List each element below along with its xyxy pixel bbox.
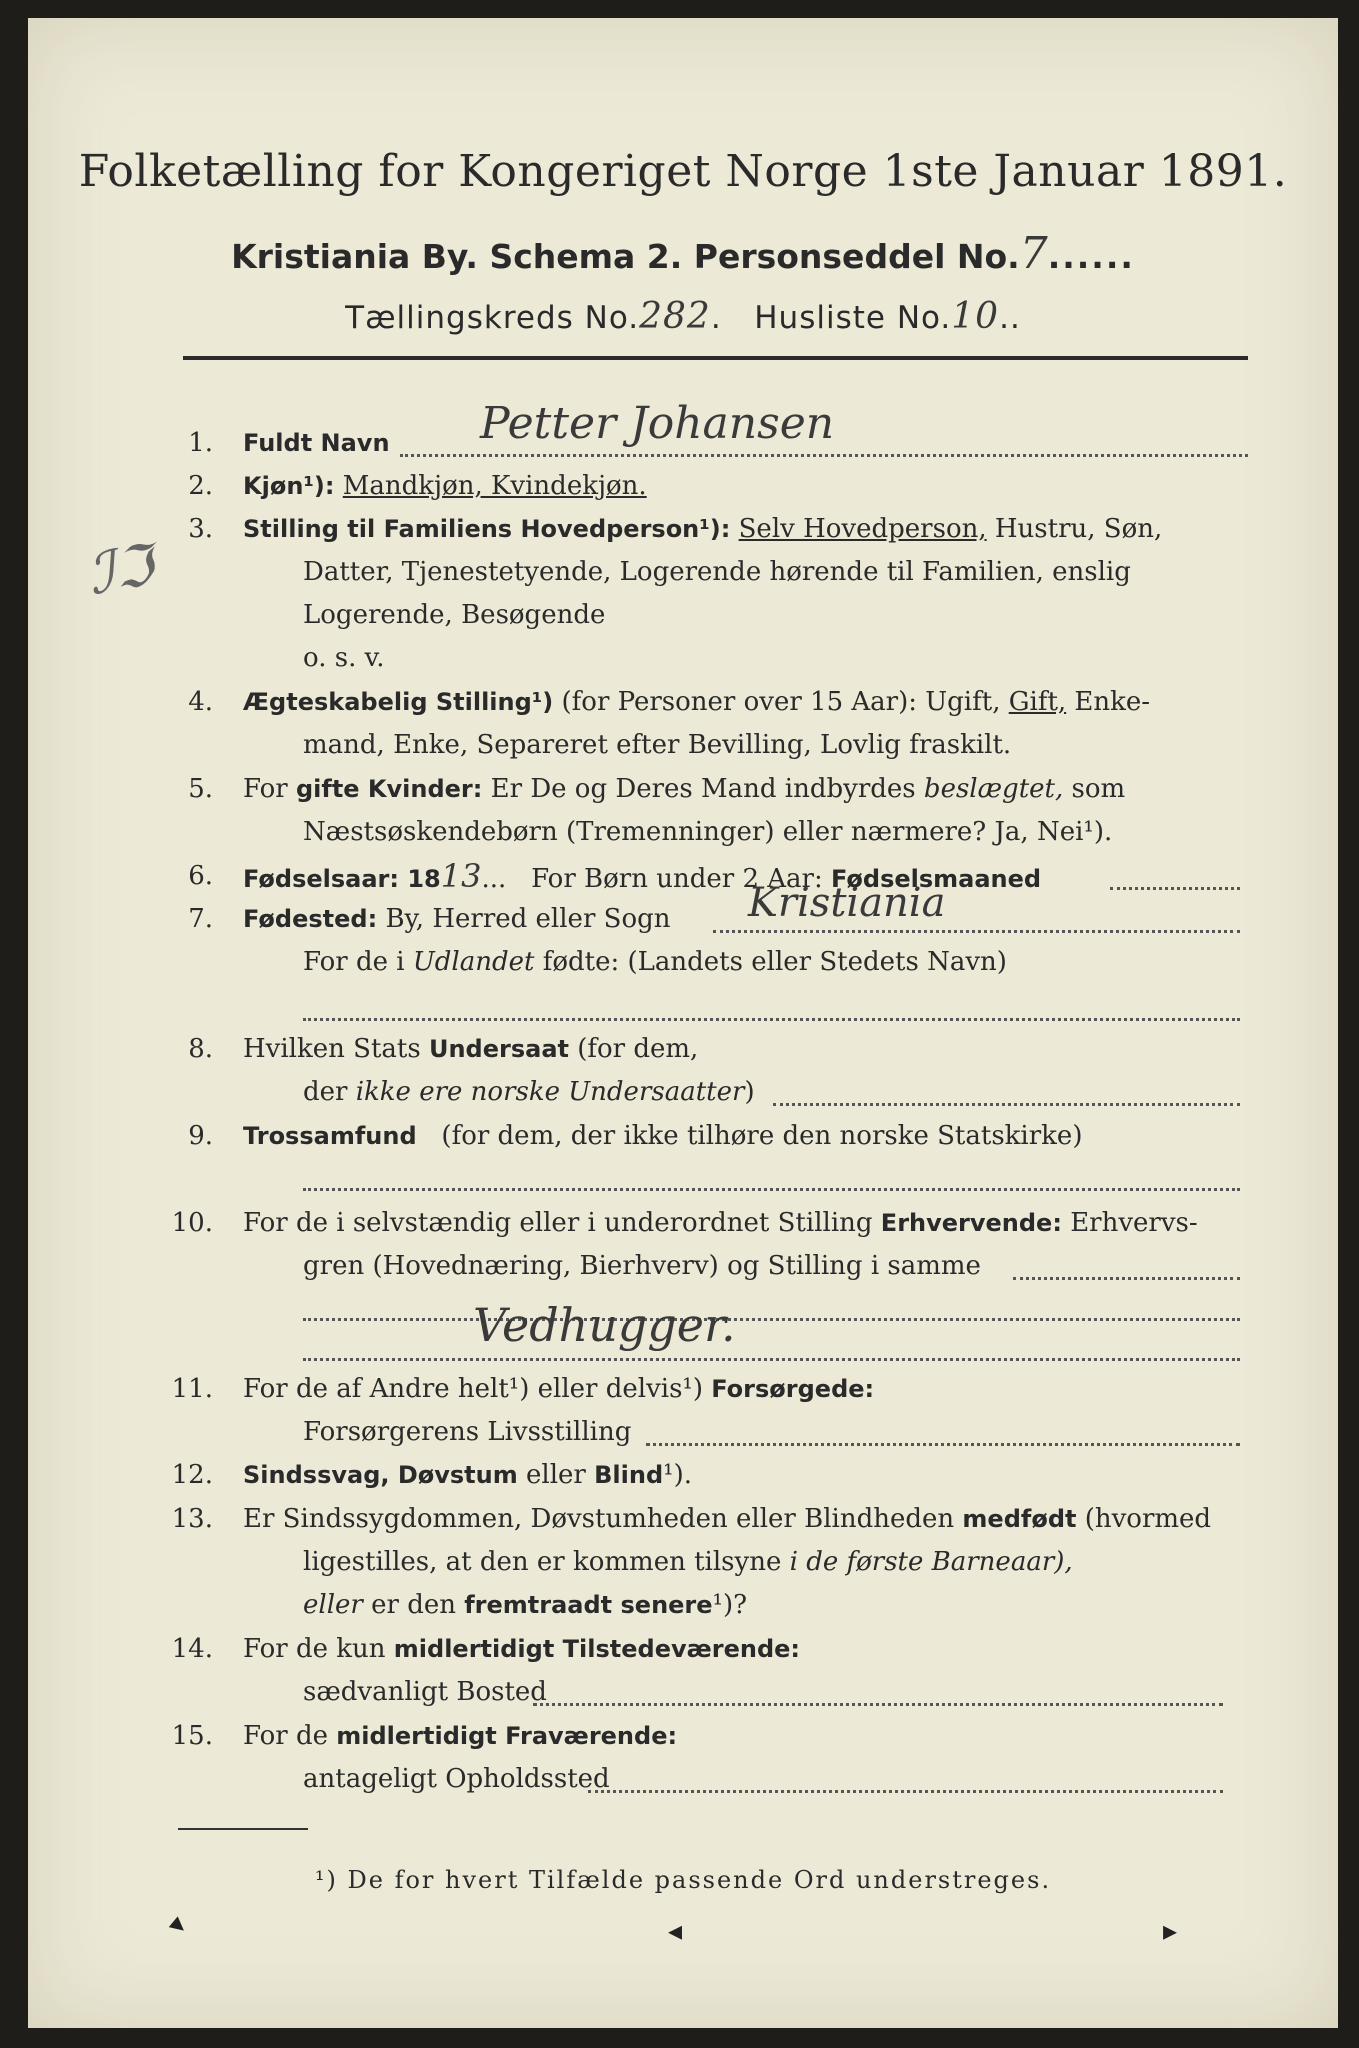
field-8-line <box>773 1103 1240 1106</box>
field-10-text1: For de i selvstændig eller i underordnet Stilling <box>243 1208 873 1238</box>
field-9-row <box>243 1115 1082 1157</box>
field-7-row <box>243 898 671 940</box>
field-13-line3-label: fremtraadt senere <box>464 1591 713 1619</box>
field-10-text2: Erhvervs- <box>1070 1208 1198 1238</box>
footnote: ¹) De for hvert Tilfælde passende Ord understreges. <box>314 1866 1052 1894</box>
field-4-number: 4. <box>188 687 213 717</box>
field-3-line2: Datter, Tjenestetyende, Logerende hørende til Familien, enslig <box>303 557 1131 587</box>
husliste-number: 10 <box>951 296 1000 337</box>
field-14-row <box>243 1628 800 1670</box>
field-4-row <box>243 681 1150 723</box>
field-7-line2-pre: For de i <box>303 947 405 977</box>
field-13-line3-post: ¹)? <box>712 1590 748 1620</box>
field-13-line3 <box>303 1584 747 1626</box>
field-5-label: gifte Kvinder: <box>295 775 483 803</box>
field-3-row <box>243 508 1162 550</box>
field-6-line <box>1110 887 1240 890</box>
form-title: Folketælling for Kongeriget Norge 1ste Januar 1891. <box>78 146 1288 197</box>
field-10-label: Erhvervende: <box>880 1209 1062 1237</box>
field-14-line2: sædvanligt Bosted <box>303 1677 547 1707</box>
field-2-row <box>243 465 647 507</box>
field-6-label2: Fødselsmaaned <box>830 865 1042 893</box>
taellingskreds-label: Tællingskreds No. <box>345 300 640 336</box>
field-13-row <box>243 1498 1211 1540</box>
field-2-label: Kjøn¹): <box>243 472 335 500</box>
corner-mark-left: ▸ <box>164 1907 197 1942</box>
field-6-number: 6. <box>188 861 213 891</box>
field-6-answer: 13 <box>440 857 482 895</box>
field-8-line2-pre: der <box>303 1077 348 1107</box>
field-7-label: Fødested: <box>243 905 378 933</box>
field-13-label: medfødt <box>962 1505 1077 1533</box>
field-7-line2-italic: Udlandet <box>412 947 535 977</box>
field-10-number: 10. <box>171 1208 213 1238</box>
field-4-text2: Enke- <box>1074 687 1151 717</box>
field-10-line2-dots <box>1013 1277 1240 1280</box>
field-1-line <box>400 454 1248 457</box>
field-1-label: Fuldt Navn <box>243 429 390 457</box>
field-8-row <box>243 1028 698 1070</box>
district-line: Tællingskreds No.282. Husliste No.10.. <box>345 296 1021 337</box>
field-8-line2-italic: ikke ere norske Undersaatter <box>355 1077 745 1107</box>
field-5-italic: beslægtet, <box>923 774 1064 804</box>
corner-mark-right: ▸ <box>1163 1914 1178 1947</box>
field-10-row <box>243 1202 1198 1244</box>
field-13-text2: (hvormed <box>1084 1504 1212 1534</box>
field-13-line3-italic: eller <box>303 1590 363 1620</box>
field-9-label: Trossamfund <box>243 1122 417 1150</box>
field-8-number: 8. <box>188 1034 213 1064</box>
field-3-label: Stilling til Familiens Hovedperson¹): <box>243 515 731 543</box>
field-1-answer: Petter Johansen <box>480 398 835 449</box>
field-7-line <box>713 930 1240 933</box>
field-7-answer: Kristiania <box>748 880 946 926</box>
field-2-options: Mandkjøn, Kvindekjøn. <box>342 471 647 501</box>
field-3-line3: Logerende, Besøgende <box>303 600 606 630</box>
field-12-number: 12. <box>171 1460 213 1490</box>
field-12-label2: Blind <box>594 1461 664 1489</box>
personseddel-number: 7 <box>1019 228 1048 279</box>
field-6-row: Fødselsaar: 1813... For Børn under 2 Aar: Fødselsmaaned <box>243 857 1042 895</box>
field-4-text1: (for Personer over 15 Aar): Ugift, <box>561 687 1001 717</box>
field-10-line2: gren (Hovednæring, Bierhverv) og Stilling i samme <box>303 1251 981 1281</box>
field-12-text2: ¹). <box>663 1460 692 1490</box>
field-7-text1: By, Herred eller Sogn <box>385 904 671 934</box>
field-11-row <box>243 1368 874 1410</box>
field-10-answer: Vedhugger. <box>473 1298 736 1352</box>
field-13-line2-pre: ligestilles, at den er kommen tilsyne <box>303 1547 782 1577</box>
field-1-number: 1. <box>188 428 213 458</box>
field-2-number: 2. <box>188 471 213 501</box>
field-8-text1: Hvilken Stats <box>243 1034 421 1064</box>
field-15-row <box>243 1715 677 1757</box>
header-rule <box>183 356 1248 360</box>
field-9-line <box>303 1188 1240 1191</box>
field-10-line3 <box>303 1318 1240 1321</box>
field-14-line <box>533 1703 1223 1706</box>
field-5-row <box>243 768 1125 810</box>
field-7-line2-post: fødte: (Landets eller Stedets Navn) <box>542 947 1007 977</box>
field-9-number: 9. <box>188 1121 213 1151</box>
field-11-line2: Forsørgerens Livsstilling <box>303 1417 632 1447</box>
center-mark: ◂ <box>668 1914 683 1947</box>
field-3-number: 3. <box>188 514 213 544</box>
field-7-line2 <box>303 941 1007 983</box>
schema-line-text: Kristiania By. Schema 2. Personseddel No. <box>231 237 1020 276</box>
field-5-text2: som <box>1071 774 1126 804</box>
field-15-line <box>588 1790 1223 1793</box>
field-4-label: Ægteskabelig Stilling¹) <box>243 688 554 716</box>
field-14-number: 14. <box>171 1634 213 1664</box>
field-12-row <box>243 1454 692 1496</box>
field-8-line2 <box>303 1071 755 1113</box>
field-12-text1: eller <box>526 1460 586 1490</box>
field-13-text1: Er Sindssygdommen, Døvstumheden eller Blindheden <box>243 1504 955 1534</box>
field-14-label: midlertidigt Tilstedeværende: <box>393 1635 801 1663</box>
taellingskreds-number: 282 <box>639 296 711 337</box>
field-5-text1: Er De og Deres Mand indbyrdes <box>490 774 916 804</box>
census-form <box>28 18 1338 2028</box>
field-11-line <box>646 1443 1240 1446</box>
field-3-line4: o. s. v. <box>303 643 385 673</box>
field-15-label: midlertidigt Fraværende: <box>336 1722 678 1750</box>
field-6-label: Fødselsaar: 18 <box>243 865 441 893</box>
field-13-line2 <box>303 1541 1073 1583</box>
field-8-line2-post: ) <box>744 1077 755 1107</box>
field-3-selected: Selv Hovedperson, <box>738 514 987 544</box>
field-5-pre: For <box>243 774 288 804</box>
field-14-text1: For de kun <box>243 1634 386 1664</box>
field-13-line2-italic: i de første Barneaar), <box>789 1547 1073 1577</box>
field-8-label: Undersaat <box>428 1035 569 1063</box>
field-5-number: 5. <box>188 774 213 804</box>
field-6-text1: For Børn under 2 Aar: <box>531 864 823 894</box>
field-10-line4 <box>303 1358 1240 1361</box>
field-3-rest: Hustru, Søn, <box>994 514 1163 544</box>
husliste-label: Husliste No. <box>754 300 952 336</box>
field-9-text1: (for dem, der ikke tilhøre den norske Statskirke) <box>441 1121 1083 1151</box>
margin-pencil-mark: ℐℑ <box>82 532 159 609</box>
field-4-selected: Gift, <box>1008 687 1067 717</box>
field-11-label: Forsørgede: <box>711 1375 875 1403</box>
field-11-text1: For de af Andre helt¹) eller delvis¹) <box>243 1374 703 1404</box>
field-7-line2-line <box>303 1018 1240 1021</box>
field-15-text1: For de <box>243 1721 328 1751</box>
schema-line: Kristiania By. Schema 2. Personseddel No.7...... <box>231 228 1135 279</box>
field-13-line3-mid: er den <box>371 1590 456 1620</box>
field-13-number: 13. <box>171 1504 213 1534</box>
field-7-number: 7. <box>188 904 213 934</box>
footnote-rule <box>178 1828 308 1830</box>
field-4-line2: mand, Enke, Separeret efter Bevilling, Lovlig fraskilt. <box>303 730 1012 760</box>
field-8-text2: (for dem, <box>577 1034 699 1064</box>
field-15-line2: antageligt Opholdssted <box>303 1764 610 1794</box>
field-11-number: 11. <box>171 1374 213 1404</box>
field-5-line2: Næstsøskendebørn (Tremenninger) eller nærmere? Ja, Nei¹). <box>303 817 1113 847</box>
field-12-label: Sindssvag, Døvstum <box>243 1461 518 1489</box>
field-15-number: 15. <box>171 1721 213 1751</box>
